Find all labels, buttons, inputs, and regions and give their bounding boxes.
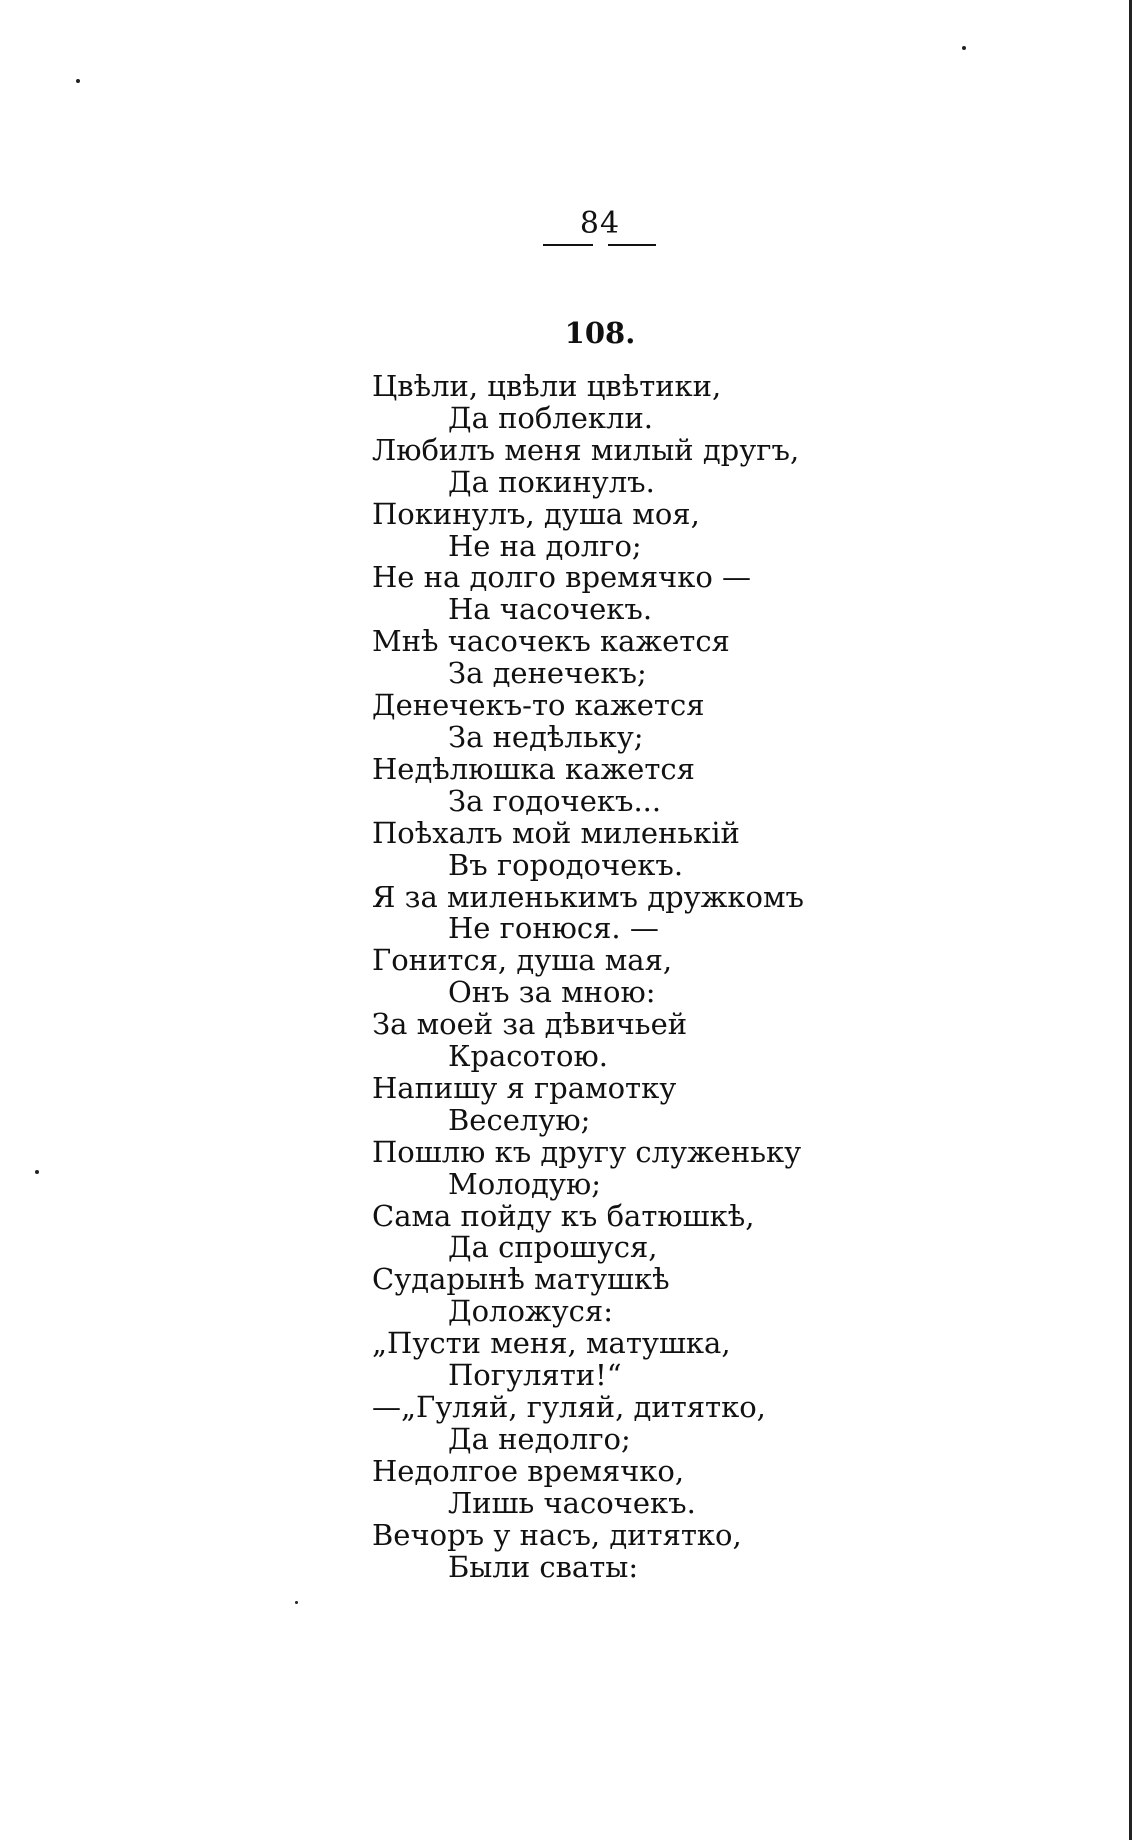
page-number-rule-right [608,244,656,246]
poem-line: Гонится, душа мая, [372,943,673,978]
scan-edge-line [1129,0,1132,1840]
scan-speck [76,79,80,83]
poem-line: Поѣхалъ мой миленькій [372,815,740,850]
poem-line: Цвѣли, цвѣли цвѣтики, [372,369,722,403]
poem-line: Въ городочекъ. [448,847,684,882]
poem-line: Я за миленькимъ дружкомъ [372,879,804,914]
poem-line: Доложуся: [448,1294,613,1329]
poem-line: Сама пойду къ батюшкѣ, [372,1198,755,1233]
poem-line: Лишь часочекъ. [448,1485,696,1520]
poem-line: Пошлю къ другу служеньку [372,1134,802,1169]
poem-line: Сударынѣ матушкѣ [372,1262,670,1297]
poem-line: За годочекъ... [448,783,662,818]
poem-line: Денечекъ-то кажется [372,688,705,723]
page-number: 84 [579,206,621,241]
poem-line: „Пусти меня, матушка, [372,1326,731,1361]
scan-speck [295,1601,298,1604]
poem-line: Да поблекли. [448,400,654,435]
poem-text [372,371,832,1583]
poem-line: Да покинулъ. [448,464,655,499]
scan-speck [962,46,966,50]
scan-speck [35,1170,39,1174]
poem-line: Красотою. [448,1039,608,1074]
poem-line: Были сваты: [448,1549,639,1584]
poem-line: Молодую; [448,1166,601,1201]
page-number-rule-left [543,244,593,246]
poem-number: 108. [564,316,636,350]
poem-line: Не на долго; [448,528,642,563]
poem-line: За моей за дѣвичьей [372,1007,688,1042]
poem-line: За денечекъ; [448,656,647,691]
poem-line: Напишу я грамотку [372,1070,677,1105]
poem-line: Недѣлюшка кажется [372,751,695,786]
poem-line: Не на долго времячко — [372,560,751,595]
poem-line: Не гонюся. — [448,911,659,946]
poem-line: Да недолго; [448,1421,631,1456]
poem-line: Мнѣ часочекъ кажется [372,624,730,659]
poem-line: Недолгое времячко, [372,1453,685,1488]
poem-line: Вечоръ у насъ, дитятко, [372,1517,742,1552]
poem-line: Веселую; [448,1102,591,1137]
poem-line: —„Гуляй, гуляй, дитятко, [372,1390,766,1424]
poem-line: Любилъ меня милый другъ, [372,432,800,467]
poem-line: На часочекъ. [448,592,653,627]
poem-line: Да спрошуся, [448,1230,658,1265]
poem-line: Погуляти!“ [448,1358,622,1393]
poem-line: За недѣльку; [448,719,644,754]
poem-line: Покинулъ, душа моя, [372,496,700,531]
poem-line: Онъ за мною: [448,975,656,1010]
